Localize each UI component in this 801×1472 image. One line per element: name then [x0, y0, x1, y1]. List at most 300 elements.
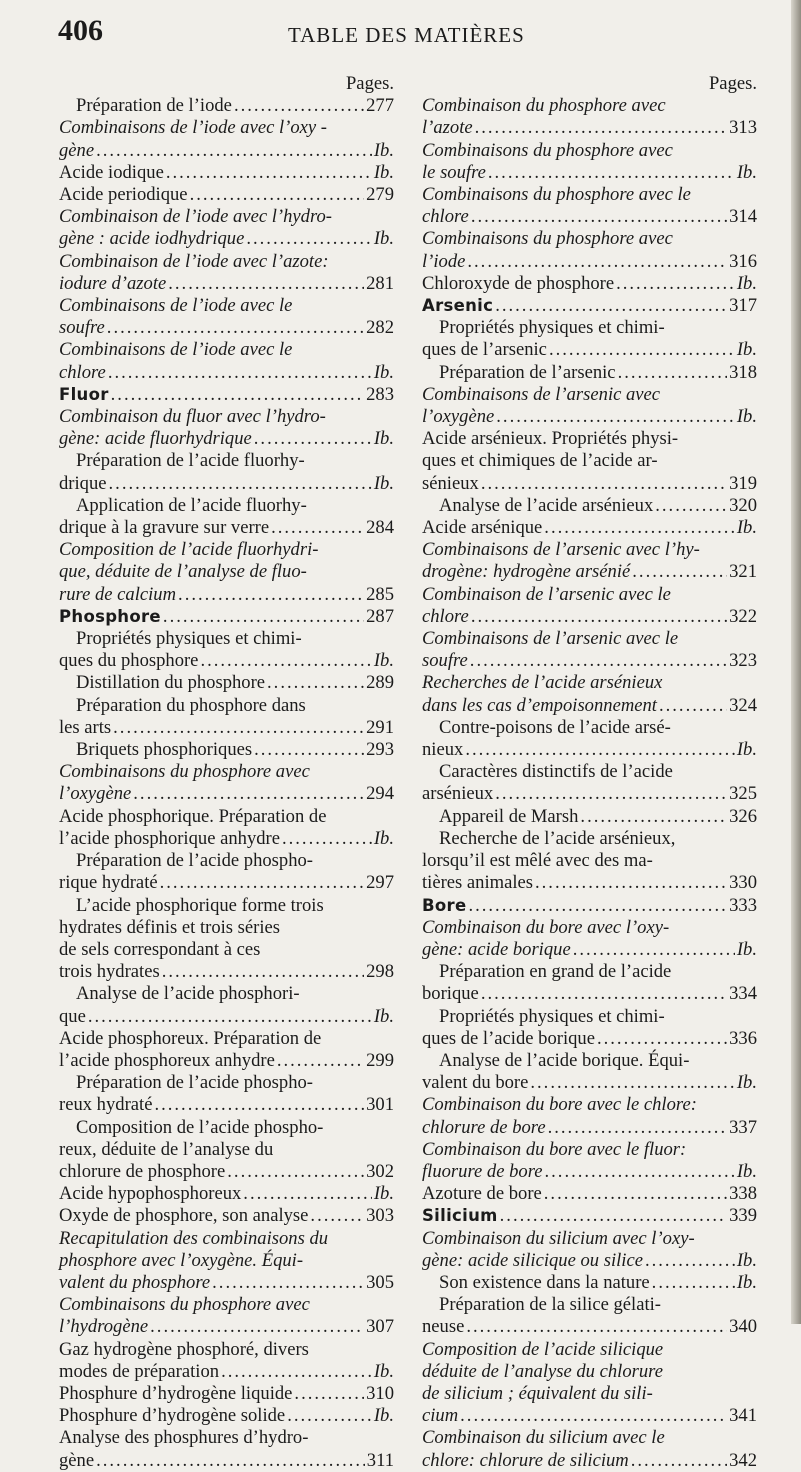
toc-entry-last-line — [59, 140, 394, 162]
dot-leader — [294, 1383, 364, 1405]
toc-entry-page: Ib. — [736, 161, 757, 183]
toc-entry-last-line — [59, 1183, 394, 1205]
dot-leader — [221, 1361, 372, 1383]
toc-entry-page: 341 — [729, 1405, 757, 1427]
toc-entry-line: Préparation de la silice gélati- — [439, 1294, 661, 1316]
dot-leader — [530, 1072, 734, 1094]
toc-entry-text: Distillation du phosphore — [76, 672, 266, 694]
toc-entry-line: Combinaisons de l’arsenic avec — [422, 383, 661, 405]
dot-leader — [481, 473, 727, 495]
dot-leader — [535, 872, 727, 894]
toc-entry-page: Ib. — [373, 161, 394, 183]
toc-entry-last-line — [422, 1272, 757, 1294]
toc-entry — [59, 184, 394, 206]
toc-entry-line: Analyse de l’acide borique. Équi- — [439, 1049, 690, 1071]
dot-leader — [254, 428, 372, 450]
toc-entry-last-line — [59, 184, 394, 206]
toc-entry-page: 302 — [366, 1160, 394, 1182]
toc-entry — [422, 628, 757, 672]
dot-leader — [88, 1006, 372, 1028]
toc-entry-line: Composition de l’acide silicique — [422, 1338, 664, 1360]
dot-leader — [168, 273, 364, 295]
toc-entry-last-line — [59, 739, 394, 761]
toc-entry-text: Phosphure d’hydrogène solide — [59, 1405, 286, 1427]
dot-leader — [109, 473, 372, 495]
toc-entry-page: Ib. — [736, 339, 757, 361]
dot-leader — [96, 140, 372, 162]
toc-entry — [422, 1006, 757, 1050]
toc-entry — [422, 140, 757, 184]
left-column — [59, 73, 394, 1472]
toc-entry-page: 326 — [729, 805, 757, 827]
toc-entry-last-line — [422, 495, 757, 517]
toc-entry-page: 299 — [366, 1049, 394, 1071]
toc-entry-page: 310 — [366, 1382, 394, 1404]
toc-entry-last-line — [422, 1161, 757, 1183]
toc-entry-text: chlorure de bore — [422, 1116, 546, 1138]
dot-leader — [460, 1405, 727, 1427]
toc-entry-text: Préparation de l’arsenic — [439, 361, 616, 383]
dot-leader — [500, 1205, 727, 1227]
toc-entry-last-line — [59, 95, 394, 117]
toc-entry — [422, 95, 757, 139]
toc-entry-line: Acide phosphorique. Préparation de — [59, 805, 327, 827]
toc-entry-line: phosphore avec l’oxygène. Équi- — [59, 1249, 304, 1271]
toc-entry-text: drique à la gravure sur verre — [59, 517, 270, 539]
toc-entry-page: 338 — [729, 1183, 757, 1205]
toc-entry — [422, 895, 757, 917]
toc-entry — [59, 1339, 394, 1383]
toc-entry-line: hydrates définis et trois séries — [59, 916, 281, 938]
toc-entry-page: Ib. — [373, 1360, 394, 1382]
toc-entry-page: 337 — [729, 1116, 757, 1138]
dot-leader — [246, 228, 372, 250]
toc-entry-page: 298 — [366, 961, 394, 983]
dot-leader — [310, 1205, 364, 1227]
dot-leader — [632, 561, 727, 583]
toc-entry-text: arsénieux — [422, 783, 494, 805]
toc-entry-last-line — [59, 317, 394, 339]
dot-leader — [495, 295, 727, 317]
toc-entry — [422, 717, 757, 761]
toc-entry-line: Combinaisons de l’arsenic avec l’hy- — [422, 539, 700, 561]
dot-leader — [178, 584, 364, 606]
toc-entry-page: Ib. — [373, 361, 394, 383]
toc-entry — [422, 1205, 757, 1227]
toc-entry-last-line — [59, 828, 394, 850]
toc-entry-line: Contre-poisons de l’acide arsé- — [439, 716, 671, 738]
toc-entry-last-line — [422, 162, 757, 184]
toc-entry-page: 284 — [366, 517, 394, 539]
toc-entry — [422, 1050, 757, 1094]
toc-entry-line: Recherche de l’acide arsénieux, — [439, 827, 676, 849]
pages-label-right: Pages. — [708, 73, 757, 94]
left-entries — [59, 95, 394, 1472]
toc-entry-last-line — [59, 1006, 394, 1028]
page-edge — [791, 0, 801, 1324]
toc-entry — [59, 406, 394, 450]
dot-leader — [475, 117, 728, 139]
toc-entry-text: les arts — [59, 716, 112, 738]
toc-entry-page: Ib. — [373, 228, 394, 250]
dot-leader — [212, 1272, 364, 1294]
toc-entry-line: Combinaisons de l’iode avec le — [59, 339, 293, 361]
toc-entry-text: l’oxygène — [422, 406, 495, 428]
toc-entry-last-line — [59, 473, 394, 495]
dot-leader — [154, 1094, 364, 1116]
toc-entry — [422, 917, 757, 961]
toc-entry-last-line — [59, 384, 394, 406]
dot-leader — [488, 162, 735, 184]
dot-leader — [467, 251, 727, 273]
toc-entry-last-line — [422, 251, 757, 273]
toc-entry-page: 336 — [729, 1027, 757, 1049]
toc-entry-last-line — [422, 1405, 757, 1427]
toc-entry-page: Ib. — [373, 650, 394, 672]
toc-entry-line: Combinaison de l’arsenic avec le — [422, 583, 671, 605]
toc-entry — [59, 539, 394, 606]
toc-entry-line: L’acide phosphorique forme trois — [76, 894, 324, 916]
toc-entry-last-line — [422, 1205, 757, 1227]
toc-entry-text: gène: acide fluorhydrique — [59, 428, 252, 450]
dot-leader — [243, 1183, 372, 1205]
toc-entry-line: Préparation de l’acide phospho- — [76, 1072, 313, 1094]
toc-entry-text: l’azote — [422, 117, 473, 139]
toc-entry-page: 277 — [366, 95, 394, 117]
toc-entry — [59, 450, 394, 494]
toc-entry-text: iodure d’azote — [59, 272, 167, 294]
toc-entry-line: que, déduite de l’analyse de fluo- — [59, 561, 307, 583]
toc-entry — [59, 339, 394, 383]
toc-entry-page: 324 — [729, 694, 757, 716]
toc-entry-line: Combinaison de l’iode avec l’hydro- — [59, 206, 332, 228]
toc-entry-last-line — [422, 1183, 757, 1205]
toc-entry — [59, 806, 394, 850]
toc-entry-text: l’acide phosphorique anhydre — [59, 827, 280, 849]
toc-entry-text: ques du phosphore — [59, 650, 199, 672]
toc-entry-last-line — [422, 117, 757, 139]
toc-entry — [59, 1028, 394, 1072]
toc-entry-text: soufre — [422, 650, 468, 672]
toc-entry — [59, 1183, 394, 1205]
toc-entry-text: Oxyde de phosphore, son analyse — [59, 1205, 309, 1227]
dot-leader — [548, 1117, 728, 1139]
toc-entry — [59, 1405, 394, 1427]
toc-entry-page: Ib. — [736, 1160, 757, 1182]
toc-entry-page: 321 — [729, 561, 757, 583]
toc-entry-line: Combinaison du silicium avec le — [422, 1427, 665, 1449]
toc-entry-line: Combinaisons du phosphore avec — [422, 139, 673, 161]
toc-entry-last-line — [59, 273, 394, 295]
toc-entry — [59, 1117, 394, 1184]
toc-entry — [59, 761, 394, 805]
toc-entry-page: 282 — [366, 317, 394, 339]
toc-entry-text: Silicium — [422, 1206, 498, 1226]
dot-leader — [495, 783, 727, 805]
toc-entry-text: Fluor — [59, 384, 109, 404]
toc-entry — [59, 206, 394, 250]
toc-entry-text: gène : acide iodhydrique — [59, 228, 245, 250]
toc-entry-line: Acide arsénieux. Propriétés physi- — [422, 428, 679, 450]
toc-entry-text: drogène: hydrogène arsénié — [422, 561, 631, 583]
toc-entry-page: Ib. — [736, 1271, 757, 1293]
toc-entry-text: sénieux — [422, 472, 479, 494]
toc-entry-text: fluorure de bore — [422, 1160, 543, 1182]
toc-entry — [422, 228, 757, 272]
toc-entry-last-line — [59, 584, 394, 606]
toc-entry-last-line — [422, 295, 757, 317]
dot-leader — [162, 961, 364, 983]
toc-entry — [59, 695, 394, 739]
toc-entry-text: modes de préparation — [59, 1360, 220, 1382]
toc-entry-text: l’iode — [422, 250, 466, 272]
toc-entry-text: reux hydraté — [59, 1094, 153, 1116]
toc-entry-line: Acide phosphoreux. Préparation de — [59, 1027, 322, 1049]
toc-entry-line: Combinaison du bore avec le fluor: — [422, 1138, 687, 1160]
toc-entry-last-line — [59, 717, 394, 739]
dot-leader — [277, 1050, 364, 1072]
dot-leader — [655, 495, 727, 517]
dot-leader — [234, 95, 364, 117]
toc-entry-last-line — [59, 650, 394, 672]
toc-entry-page: Ib. — [736, 406, 757, 428]
toc-entry-text: Acide iodique — [59, 161, 164, 183]
toc-entry-page: Ib. — [736, 272, 757, 294]
toc-entry-text: ques de l’acide borique — [422, 1027, 595, 1049]
dot-leader — [466, 1316, 727, 1338]
toc-entry-text: nieux — [422, 739, 464, 761]
toc-entry-page: Ib. — [373, 472, 394, 494]
toc-entry-text: soufre — [59, 317, 105, 339]
toc-entry-line: Composition de l’acide fluorhydri- — [59, 539, 319, 561]
toc-entry-line: lorsqu’il est mêlé avec des ma- — [422, 850, 653, 872]
toc-entry-page: 325 — [729, 783, 757, 805]
toc-entry-page: 279 — [366, 184, 394, 205]
dot-leader — [107, 317, 364, 339]
toc-entry — [422, 1272, 757, 1294]
toc-entry-last-line — [422, 339, 757, 361]
toc-entry-page: 313 — [729, 117, 757, 139]
toc-entry-page: 317 — [729, 295, 757, 317]
toc-entry-line: Propriétés physiques et chimi- — [76, 628, 302, 650]
toc-entry-line: Combinaisons de l’iode avec le — [59, 295, 293, 317]
toc-entry — [422, 806, 757, 828]
dot-leader — [166, 162, 372, 184]
toc-entry — [422, 273, 757, 295]
dot-leader — [652, 1272, 735, 1294]
toc-entry-line: Combinaison du fluor avec l’hydro- — [59, 406, 326, 428]
toc-entry-page: Ib. — [736, 517, 757, 539]
toc-entry — [59, 95, 394, 117]
toc-entry-last-line — [59, 672, 394, 694]
dot-leader — [163, 606, 364, 628]
toc-entry-line: Propriétés physiques et chimi- — [439, 317, 665, 339]
toc-entry-line: Préparation en grand de l’acide — [439, 961, 672, 983]
page-number: 406 — [58, 14, 103, 47]
dot-leader — [616, 273, 735, 295]
toc-entry-last-line — [422, 983, 757, 1005]
running-title: TABLE DES MATIÈRES — [288, 23, 525, 47]
dot-leader — [200, 650, 371, 672]
toc-entry-text: Phosphure d’hydrogène liquide — [59, 1382, 293, 1404]
toc-entry — [422, 1094, 757, 1138]
toc-entry-last-line — [422, 1450, 757, 1472]
toc-entry-page: 333 — [729, 894, 757, 916]
toc-entry — [422, 1139, 757, 1183]
toc-entry-page: Ib. — [373, 1405, 394, 1427]
dot-leader — [496, 406, 735, 428]
toc-entry-page: 311 — [366, 1449, 394, 1471]
toc-entry-last-line — [422, 517, 757, 539]
toc-entry-last-line — [59, 1316, 394, 1338]
toc-entry-last-line — [422, 473, 757, 495]
toc-entry-text: l’hydrogène — [59, 1316, 149, 1338]
toc-entry-last-line — [422, 561, 757, 583]
toc-entry-line: de sels correspondant à ces — [59, 938, 261, 960]
toc-entry-line: Recapitulation des combinaisons du — [59, 1227, 329, 1249]
toc-entry-text: valent du bore — [422, 1072, 529, 1094]
toc-entry-last-line — [59, 162, 394, 184]
toc-entry-text: Azoture de bore — [422, 1183, 542, 1205]
toc-entry — [59, 850, 394, 894]
toc-entry — [59, 1383, 394, 1405]
dot-leader — [254, 739, 364, 761]
dot-leader — [150, 1316, 364, 1338]
toc-entry-text: l’oxygène — [59, 783, 132, 805]
toc-entry-page: 322 — [729, 605, 757, 627]
toc-entry-line: Combinaisons de l’arsenic avec le — [422, 628, 679, 650]
dot-leader — [133, 783, 364, 805]
toc-entry-text: valent du phosphore — [59, 1271, 211, 1293]
toc-entry-line: Combinaisons du phosphore avec — [59, 1294, 310, 1316]
toc-entry — [59, 1228, 394, 1295]
toc-entry-last-line — [59, 872, 394, 894]
toc-entry-line: Combinaisons du phosphore avec — [422, 228, 673, 250]
toc-entry — [59, 162, 394, 184]
toc-entry-line: Combinaison du silicium avec l’oxy- — [422, 1227, 695, 1249]
toc-entry-text: que — [59, 1005, 86, 1027]
toc-entry-line: Combinaisons du phosphore avec — [59, 761, 310, 783]
toc-entry-text: chlorure de phosphore — [59, 1160, 226, 1182]
toc-entry-page: 283 — [366, 383, 394, 405]
toc-entry-last-line — [59, 1450, 394, 1472]
toc-entry-last-line — [422, 739, 757, 761]
toc-entry-page: Ib. — [373, 1183, 394, 1205]
toc-entry-page: 334 — [729, 983, 757, 1005]
toc-entry-page: 281 — [366, 272, 394, 294]
toc-entry-last-line — [422, 872, 757, 894]
toc-entry-text: Phosphore — [59, 606, 161, 626]
toc-entry — [422, 672, 757, 716]
toc-entry-text: dans les cas d’empoisonnement — [422, 694, 657, 716]
toc-entry-line: reux, déduite de l’analyse du — [59, 1138, 274, 1160]
toc-entry — [422, 1427, 757, 1471]
toc-entry-last-line — [422, 1028, 757, 1050]
toc-entry-last-line — [422, 695, 757, 717]
toc-entry-last-line — [59, 606, 394, 628]
toc-entry-page: 340 — [729, 1316, 757, 1338]
toc-entry-text: Préparation de l’iode — [76, 95, 232, 117]
dot-leader — [160, 872, 365, 894]
toc-entry-last-line — [422, 783, 757, 805]
toc-entry-last-line — [59, 961, 394, 983]
toc-entry — [422, 517, 757, 539]
toc-entry-text: Arsenic — [422, 296, 494, 316]
toc-entry-text: chlore — [59, 361, 106, 383]
dot-leader — [465, 739, 735, 761]
toc-entry-last-line — [422, 806, 757, 828]
dot-leader — [96, 1450, 365, 1472]
toc-entry-line: de silicium ; équivalent du sili- — [422, 1382, 653, 1404]
toc-entry-text: chlore: chlorure de silicium — [422, 1449, 629, 1471]
toc-entry-text: Chloroxyde de phosphore — [422, 272, 615, 294]
toc-entry-line: Analyse des phosphures d’hydro- — [59, 1427, 309, 1449]
toc-entry — [422, 1339, 757, 1428]
toc-entry — [59, 739, 394, 761]
toc-entry-page: Ib. — [736, 938, 757, 960]
toc-entry-last-line — [422, 650, 757, 672]
toc-entry-text: ques de l’arsenic — [422, 339, 547, 361]
toc-entry-text: gène: acide silicique ou silice — [422, 1249, 643, 1271]
toc-entry-line: Préparation de l’acide phospho- — [76, 850, 313, 872]
toc-entry-text: gène: acide borique — [422, 938, 571, 960]
toc-entry-last-line — [422, 895, 757, 917]
toc-entry-text: Appareil de Marsh — [439, 805, 579, 827]
toc-entry-line: Analyse de l’acide phosphori- — [76, 983, 300, 1005]
toc-entry-text: neuse — [422, 1316, 465, 1338]
toc-entry-text: chlore — [422, 605, 469, 627]
toc-entry-text: chlore — [422, 206, 469, 228]
toc-entry-last-line — [422, 206, 757, 228]
toc-entry — [422, 184, 757, 228]
toc-entry — [59, 1294, 394, 1338]
toc-entry-line: Combinaison du phosphore avec — [422, 95, 666, 117]
toc-entry-page: 289 — [366, 672, 394, 694]
toc-entry-last-line — [59, 517, 394, 539]
dot-leader — [549, 339, 735, 361]
dot-leader — [618, 362, 728, 384]
toc-entry-line: Propriétés physiques et chimi- — [439, 1005, 665, 1027]
toc-entry-line: Combinaison de l’iode avec l’azote: — [59, 250, 329, 272]
toc-entry — [59, 606, 394, 628]
toc-entry-line: Gaz hydrogène phosphoré, divers — [59, 1338, 309, 1360]
toc-entry-last-line — [59, 783, 394, 805]
toc-entry — [422, 584, 757, 628]
toc-entry-line: Application de l’acide fluorhy- — [76, 494, 307, 516]
toc-entry-page: Ib. — [736, 1249, 757, 1271]
dot-leader — [545, 1161, 735, 1183]
dot-leader — [108, 362, 372, 384]
toc-entry — [422, 761, 757, 805]
toc-entry-text: Acide periodique — [59, 184, 188, 205]
dot-leader — [573, 939, 735, 961]
dot-leader — [645, 1250, 735, 1272]
toc-entry-text: gène — [59, 1449, 95, 1471]
toc-entry-last-line — [59, 1161, 394, 1183]
toc-entry-text: trois hydrates — [59, 961, 160, 983]
dot-leader — [287, 1405, 372, 1427]
toc-entry — [422, 317, 757, 361]
toc-entry-page: Ib. — [373, 428, 394, 450]
toc-entry-text: Acide arsénique — [422, 517, 543, 539]
toc-entry-line: Combinaisons de l’iode avec l’oxy - — [59, 117, 327, 139]
toc-entry-page: 342 — [729, 1449, 757, 1471]
toc-entry-page: Ib. — [736, 739, 757, 761]
toc-entry — [422, 495, 757, 517]
toc-entry-text: borique — [422, 983, 479, 1005]
toc-entry-text: le soufre — [422, 161, 486, 183]
toc-entry-last-line — [59, 1383, 394, 1405]
